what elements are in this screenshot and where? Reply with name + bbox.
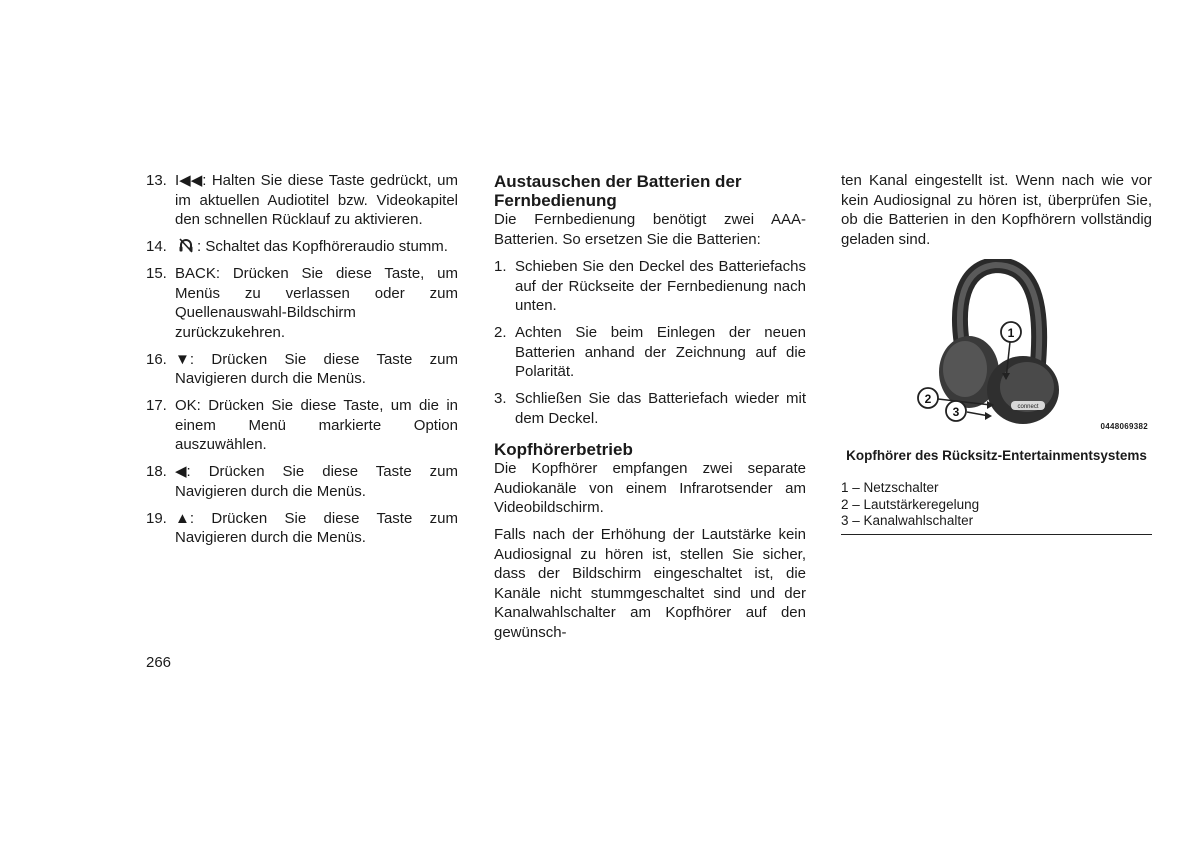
headphone-figure	[841, 259, 1152, 439]
list-item: 17. OK: Drücken Sie diese Taste, um die in einem Menü markierte Option auszuwählen.	[146, 397, 458, 453]
legend-item: 2 – Lautstärkeregelung	[841, 496, 980, 512]
headphone-illustration	[841, 259, 1152, 429]
mute-headphone-icon	[175, 237, 197, 253]
list-item: 3. Schließen Sie das Batteriefach wieder mit dem Deckel.	[494, 390, 806, 427]
figure-caption: Kopfhörer des Rücksitz-Entertainmentsystems	[846, 448, 1147, 463]
up-arrow-icon: ▲	[175, 509, 190, 527]
left-column	[146, 171, 458, 555]
page-number: 266	[146, 654, 172, 671]
list-item: 14. : Schaltet das Kopfhöreraudio stumm.	[146, 238, 448, 255]
intro-paragraph: Die Fernbedienung benötigt zwei AAA-Batterien. So ersetzen Sie die Batterien:	[494, 211, 806, 248]
right-column	[841, 171, 1152, 535]
list-item: 1. Schieben Sie den Deckel des Batteriefachs auf der Rückseite der Fernbedienung nach unten.	[494, 258, 806, 314]
legend-item: 1 – Netzschalter	[841, 480, 939, 495]
rewind-icon: I◀◀	[175, 172, 203, 189]
figure-legend	[841, 480, 1152, 530]
list-item: 2. Achten Sie beim Einlegen der neuen Batterien anhand der Zeichnung auf die Polarität.	[494, 324, 806, 380]
paragraph: Falls nach der Erhöhung der Lautstärke kein Audiosignal zu hören ist, stellen Sie sicher, dass der Bildschirm eingeschaltet ist, die Kanäle nicht stummgeschaltet sind und der Kanalwahlschalter am Kopfhörer auf den gewünsch-	[494, 526, 806, 641]
list-item: 13. I◀◀: Halten Sie diese Taste gedrückt, um im aktuellen Audiotitel bzw. Videokapitel den schnellen Rücklauf zu aktivieren.	[146, 172, 458, 228]
continuation-paragraph: ten Kanal eingestellt ist. Wenn nach wie vor kein Audiosignal zu hören ist, überprüfen Sie, ob die Batterien in den Kopfhörern vollständig geladen sind.	[841, 172, 1152, 248]
svg-text:1: 1	[1007, 326, 1015, 340]
down-arrow-icon: ▼	[175, 350, 190, 368]
list-item: 15. BACK: Drücken Sie diese Taste, um Menüs zu verlassen oder zum Quellenauswahl-Bildschirm zurückzukehren.	[146, 265, 458, 341]
brand-logo-text: connect	[1017, 404, 1039, 410]
section-heading-batteries: Austauschen der Batterien der Fernbedienung	[494, 172, 742, 210]
paragraph: Die Kopfhörer empfangen zwei separate Audiokanäle von einem Infrarotsender am Videobildschirm.	[494, 460, 806, 516]
list-item: 16. ▼: Drücken Sie diese Taste zum Navigieren durch die Menüs.	[146, 350, 458, 387]
legend-item: 3 – Kanalwahlschalter	[841, 513, 974, 528]
section-heading-headphones: Kopfhörerbetrieb	[494, 440, 633, 459]
list-item: 18. ◀: Drücken Sie diese Taste zum Navigieren durch die Menüs.	[146, 463, 458, 500]
figure-code: 0448069382	[1100, 422, 1148, 431]
middle-column	[494, 172, 806, 650]
legend-divider	[841, 534, 1152, 535]
svg-text:2: 2	[924, 392, 932, 406]
list-item: 19. ▲: Drücken Sie diese Taste zum Navigieren durch die Menüs.	[146, 509, 458, 546]
left-arrow-icon: ◀	[175, 463, 187, 480]
svg-text:3: 3	[952, 405, 960, 419]
